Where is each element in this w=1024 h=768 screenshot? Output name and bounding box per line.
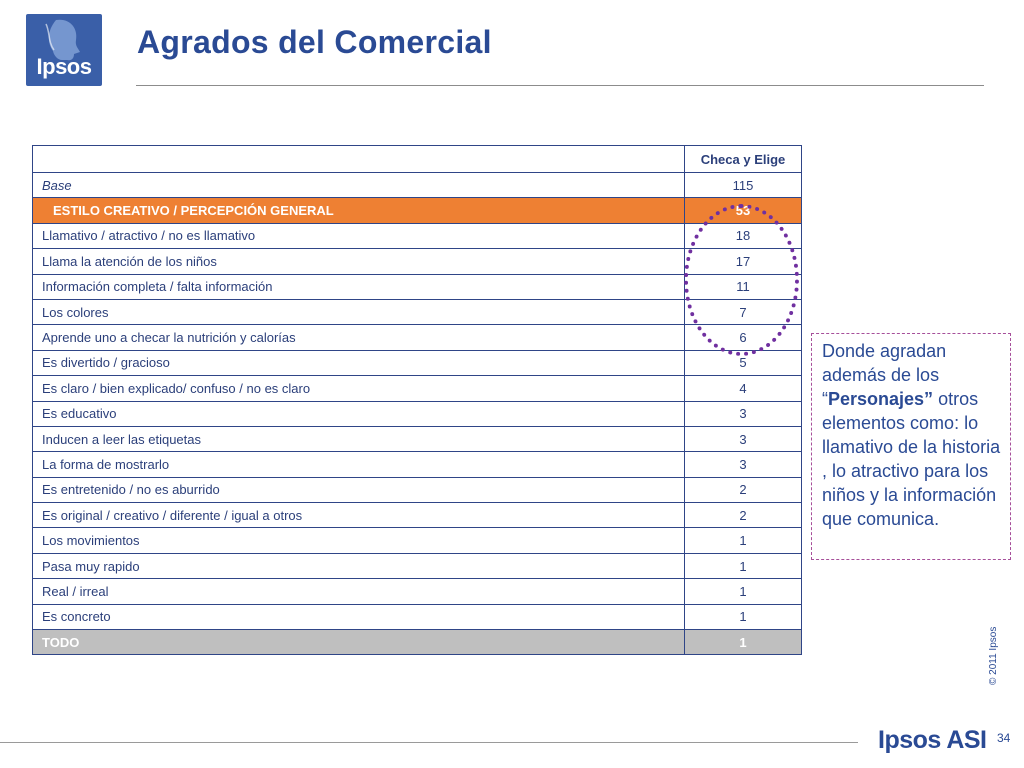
row-label: Es claro / bien explicado/ confuso / no es claro bbox=[33, 376, 685, 401]
row-value: 4 bbox=[685, 376, 802, 401]
row-value: 1 bbox=[685, 579, 802, 604]
base-value: 115 bbox=[685, 173, 802, 198]
row-label: Los colores bbox=[33, 299, 685, 324]
row-label: Es concreto bbox=[33, 604, 685, 629]
row-value: 3 bbox=[685, 452, 802, 477]
header-label-cell bbox=[33, 146, 685, 173]
note-text-before: Donde agradan además de los “ bbox=[822, 341, 947, 409]
row-value: 2 bbox=[685, 477, 802, 502]
row-label: Es entretenido / no es aburrido bbox=[33, 477, 685, 502]
table-row bbox=[33, 376, 802, 401]
row-value: 3 bbox=[685, 401, 802, 426]
table-row bbox=[33, 579, 802, 604]
row-label: Información completa / falta información bbox=[33, 274, 685, 299]
table-row bbox=[33, 223, 802, 248]
table-row bbox=[33, 426, 802, 451]
section-row bbox=[33, 198, 802, 223]
row-label: Pasa muy rapido bbox=[33, 553, 685, 578]
table-row bbox=[33, 553, 802, 578]
page-number: 34 bbox=[997, 731, 1011, 745]
row-value: 7 bbox=[685, 299, 802, 324]
row-label: Inducen a leer las etiquetas bbox=[33, 426, 685, 451]
ipsos-logo bbox=[26, 14, 102, 86]
total-row bbox=[33, 630, 802, 655]
page-title: Agrados del Comercial bbox=[137, 24, 492, 60]
table-row bbox=[33, 604, 802, 629]
base-row bbox=[33, 173, 802, 198]
note-text-after: otros elementos como: lo llamativo de la historia , lo atractivo para los niños y la información que comunica. bbox=[822, 389, 1001, 529]
footer-brand: Ipsos ASI bbox=[878, 726, 987, 754]
table-row bbox=[33, 477, 802, 502]
row-value: 2 bbox=[685, 503, 802, 528]
row-label: Llama la atención de los niños bbox=[33, 249, 685, 274]
row-label: Es divertido / gracioso bbox=[33, 350, 685, 375]
table-row bbox=[33, 528, 802, 553]
row-value: 18 bbox=[685, 223, 802, 248]
section-value: 53 bbox=[685, 198, 802, 223]
note-text-bold: Personajes” bbox=[828, 389, 934, 409]
row-label: Los movimientos bbox=[33, 528, 685, 553]
header-column-cell: Checa y Elige bbox=[685, 146, 802, 173]
row-value: 3 bbox=[685, 426, 802, 451]
base-label: Base bbox=[33, 173, 685, 198]
title-divider bbox=[136, 85, 984, 86]
copyright-text: © 2011 Ipsos bbox=[988, 626, 999, 685]
row-label: Aprende uno a checar la nutrición y calorías bbox=[33, 325, 685, 350]
table-row bbox=[33, 401, 802, 426]
row-label: La forma de mostrarlo bbox=[33, 452, 685, 477]
table-row bbox=[33, 350, 802, 375]
section-label: ESTILO CREATIVO / PERCEPCIÓN GENERAL bbox=[33, 198, 685, 223]
footer-divider bbox=[0, 742, 858, 743]
results-table bbox=[32, 145, 802, 655]
table-row bbox=[33, 452, 802, 477]
row-value: 6 bbox=[685, 325, 802, 350]
row-label: Real / irreal bbox=[33, 579, 685, 604]
row-value: 5 bbox=[685, 350, 802, 375]
comment-box bbox=[811, 333, 1011, 560]
logo-text: Ipsos bbox=[36, 54, 92, 79]
row-value: 1 bbox=[685, 604, 802, 629]
table-row bbox=[33, 325, 802, 350]
row-value: 1 bbox=[685, 528, 802, 553]
total-value: 1 bbox=[685, 630, 802, 655]
row-value: 17 bbox=[685, 249, 802, 274]
table-header-row bbox=[33, 146, 802, 173]
total-label: TODO bbox=[33, 630, 685, 655]
table-row bbox=[33, 503, 802, 528]
row-label: Es original / creativo / diferente / igual a otros bbox=[33, 503, 685, 528]
row-value: 1 bbox=[685, 553, 802, 578]
highlight-circle bbox=[684, 204, 799, 356]
row-label: Llamativo / atractivo / no es llamativo bbox=[33, 223, 685, 248]
row-value: 11 bbox=[685, 274, 802, 299]
row-label: Es educativo bbox=[33, 401, 685, 426]
